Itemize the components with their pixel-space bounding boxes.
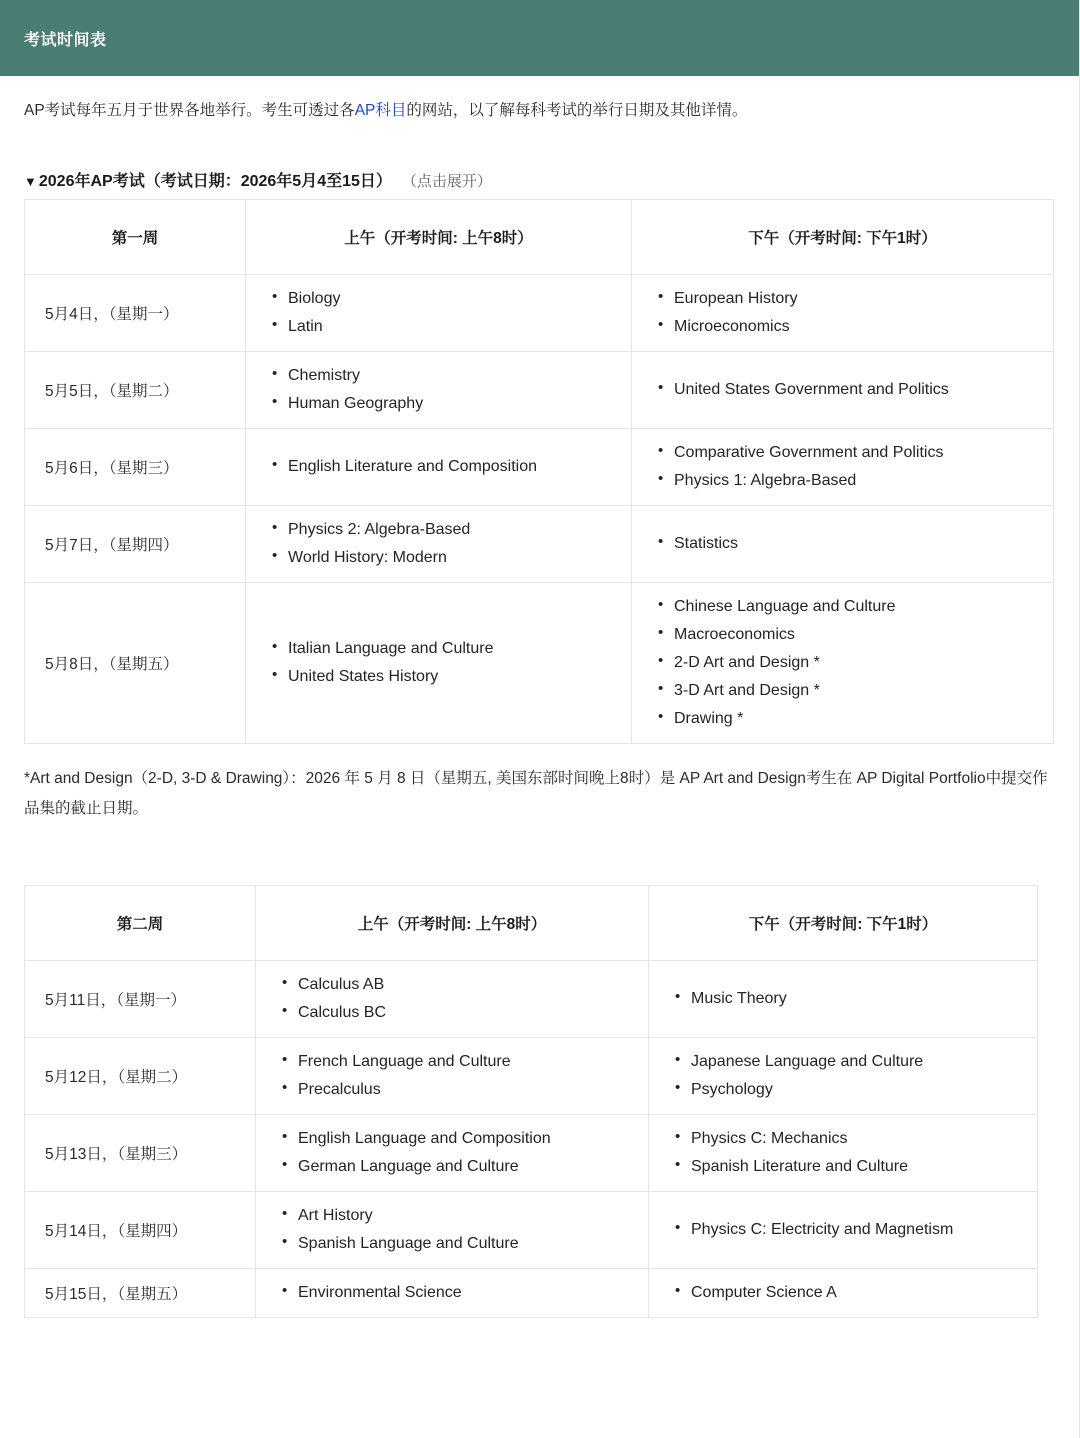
subject-list [268, 516, 613, 572]
subject-list [671, 1216, 1019, 1244]
subject-item: • World History: Modern [286, 544, 613, 572]
subject-list [671, 1125, 1019, 1181]
afternoon-subjects-cell [649, 1192, 1038, 1269]
subject-item: • United States Government and Politics [672, 376, 1035, 404]
subject-item: • Psychology [689, 1076, 1019, 1104]
morning-subjects-cell [256, 961, 649, 1038]
subject-item: • Precalculus [296, 1076, 630, 1104]
afternoon-subjects-cell [632, 583, 1054, 744]
subject-item: • Physics 1: Algebra-Based [672, 467, 1035, 495]
subject-item: • Spanish Literature and Culture [689, 1153, 1019, 1181]
afternoon-subjects-cell [632, 429, 1054, 506]
exam-date-cell: 5月7日，（星期四） [25, 506, 246, 583]
subject-list [278, 971, 630, 1027]
subject-item: • Drawing * [672, 705, 1035, 733]
column-header-morning: 上午（开考时间: 上午8时） [256, 886, 649, 961]
afternoon-subjects-cell [632, 275, 1054, 352]
table-body-week1 [25, 275, 1054, 744]
subject-list [654, 285, 1035, 341]
exam-date-cell: 5月8日，（星期五） [25, 583, 246, 744]
subject-item: • Art History [296, 1202, 630, 1230]
table-row [25, 1115, 1038, 1192]
intro-paragraph [24, 98, 1055, 124]
exam-date-cell: 5月12日，（星期二） [25, 1038, 256, 1115]
intro-text-before-link: AP考试每年五月于世界各地举行。考生可透过各 [24, 102, 355, 119]
intro-text-after-link: 的网站，以了解每科考试的举行日期及其他详情。 [406, 102, 748, 119]
subject-list [268, 362, 613, 418]
afternoon-subjects-cell [632, 506, 1054, 583]
subject-item: • Calculus AB [296, 971, 630, 999]
subject-item: • Physics C: Electricity and Magnetism [689, 1216, 1019, 1244]
column-header-afternoon: 下午（开考时间: 下午1时） [632, 200, 1054, 275]
collapsible-title: 2026年AP考试（考试日期：2026年5月4至15日） [38, 173, 392, 191]
table-row [25, 506, 1054, 583]
subject-item: • French Language and Culture [296, 1048, 630, 1076]
exam-date-cell: 5月6日，（星期三） [25, 429, 246, 506]
morning-subjects-cell [256, 1269, 649, 1318]
subject-list [671, 1048, 1019, 1104]
subject-list [654, 530, 1035, 558]
subject-item: • Computer Science A [689, 1279, 1019, 1307]
subject-list [671, 1279, 1019, 1307]
subject-list [278, 1202, 630, 1258]
subject-list [278, 1125, 630, 1181]
exam-schedule-table-week1 [24, 199, 1054, 744]
table-header-row [25, 886, 1038, 961]
exam-schedule-table-week2 [24, 885, 1038, 1318]
morning-subjects-cell [256, 1115, 649, 1192]
table-row [25, 1192, 1038, 1269]
exam-date-cell: 5月5日，（星期二） [25, 352, 246, 429]
subject-item: • Spanish Language and Culture [296, 1230, 630, 1258]
subject-item: • Physics C: Mechanics [689, 1125, 1019, 1153]
afternoon-subjects-cell [632, 352, 1054, 429]
subject-item: • Latin [286, 313, 613, 341]
subject-item: • Japanese Language and Culture [689, 1048, 1019, 1076]
subject-item: • English Literature and Composition [286, 453, 613, 481]
page-title: 考试时间表 [24, 31, 107, 49]
morning-subjects-cell [256, 1038, 649, 1115]
page-header-bar [0, 0, 1079, 76]
subject-item: • Biology [286, 285, 613, 313]
table-row [25, 352, 1054, 429]
exam-date-cell: 5月15日，（星期五） [25, 1269, 256, 1318]
subject-item: • Chinese Language and Culture [672, 593, 1035, 621]
subject-item: • Macroeconomics [672, 621, 1035, 649]
morning-subjects-cell [246, 275, 632, 352]
subject-item: • 3-D Art and Design * [672, 677, 1035, 705]
subject-item: • Environmental Science [296, 1279, 630, 1307]
section-spacer [0, 823, 1079, 885]
morning-subjects-cell [246, 506, 632, 583]
subject-item: • Comparative Government and Politics [672, 439, 1035, 467]
exam-date-cell: 5月13日，（星期三） [25, 1115, 256, 1192]
afternoon-subjects-cell [649, 1269, 1038, 1318]
subject-item: • European History [672, 285, 1035, 313]
subject-item: • United States History [286, 663, 613, 691]
subject-item: • 2-D Art and Design * [672, 649, 1035, 677]
morning-subjects-cell [246, 429, 632, 506]
bottom-padding [0, 1318, 1079, 1338]
subject-item: • German Language and Culture [296, 1153, 630, 1181]
subject-list [278, 1279, 630, 1307]
exam-date-cell: 5月14日，（星期四） [25, 1192, 256, 1269]
ap-subjects-link[interactable]: AP科目 [354, 102, 407, 119]
subject-item: • Microeconomics [672, 313, 1035, 341]
table-row [25, 429, 1054, 506]
subject-list [268, 285, 613, 341]
table-body-week2 [25, 961, 1038, 1318]
subject-item: • Music Theory [689, 985, 1019, 1013]
table-row [25, 961, 1038, 1038]
morning-subjects-cell [256, 1192, 649, 1269]
table-row [25, 1038, 1038, 1115]
subject-list [654, 376, 1035, 404]
afternoon-subjects-cell [649, 961, 1038, 1038]
table-row [25, 583, 1054, 744]
morning-subjects-cell [246, 583, 632, 744]
subject-list [671, 985, 1019, 1013]
subject-list [268, 453, 613, 481]
subject-item: • Human Geography [286, 390, 613, 418]
art-design-footnote: *Art and Design（2-D, 3-D & Drawing）：2026 年 5 月 8 日（星期五, 美国东部时间晚上8时）是 AP Art and Design考生在 AP Digital Portfolio中提交作品集的截止日期。 [24, 770, 1048, 817]
table-row [25, 275, 1054, 352]
caret-down-icon: ▼ [24, 174, 37, 190]
subject-item: • Italian Language and Culture [286, 635, 613, 663]
subject-item: • English Language and Composition [296, 1125, 630, 1153]
subject-list [654, 439, 1035, 495]
table-row [25, 1269, 1038, 1318]
subject-item: • Physics 2: Algebra-Based [286, 516, 613, 544]
subject-item: • Calculus BC [296, 999, 630, 1027]
subject-list [268, 635, 613, 691]
exam-date-cell: 5月4日，（星期一） [25, 275, 246, 352]
afternoon-subjects-cell [649, 1038, 1038, 1115]
table-header-row [25, 200, 1054, 275]
subject-list [278, 1048, 630, 1104]
column-header-morning: 上午（开考时间: 上午8时） [246, 200, 632, 275]
collapsible-hint: （点击展开） [401, 173, 492, 191]
exam-date-cell: 5月11日，（星期一） [25, 961, 256, 1038]
collapsible-section-header-week1[interactable] [24, 168, 1055, 191]
subject-item: • Chemistry [286, 362, 613, 390]
morning-subjects-cell [246, 352, 632, 429]
column-header-afternoon: 下午（开考时间: 下午1时） [649, 886, 1038, 961]
column-header-week: 第一周 [25, 200, 246, 275]
column-header-week: 第二周 [25, 886, 256, 961]
afternoon-subjects-cell [649, 1115, 1038, 1192]
subject-item: • Statistics [672, 530, 1035, 558]
subject-list [654, 593, 1035, 733]
